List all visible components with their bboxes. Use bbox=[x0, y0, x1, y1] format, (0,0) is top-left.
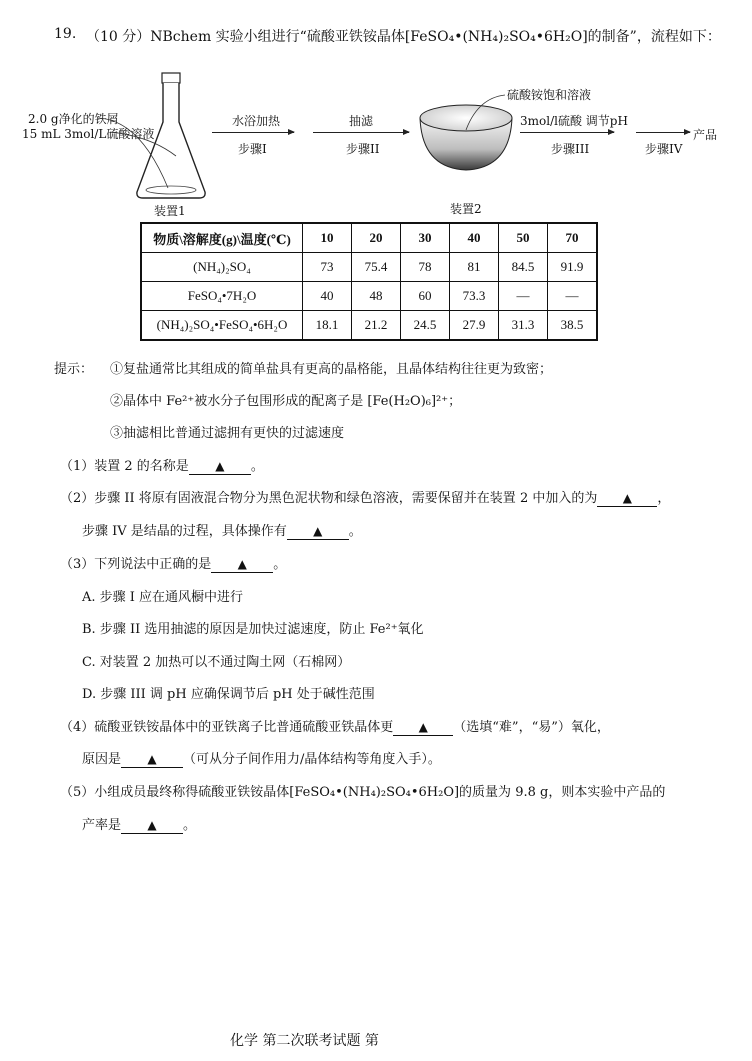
step1-label: 步骤I bbox=[238, 142, 267, 156]
q4-line2-text: 原因是 bbox=[82, 752, 122, 767]
q5-answer-blank[interactable] bbox=[121, 818, 183, 834]
evaporating-dish-icon bbox=[420, 105, 512, 170]
reagent-iron: 2.0 g净化的铁屑 bbox=[28, 112, 119, 126]
blank-marker: ▲ bbox=[622, 491, 632, 505]
q4-answer-blank-2[interactable] bbox=[121, 752, 183, 768]
table-cell: 48 bbox=[352, 282, 401, 311]
step2-label: 步骤II bbox=[346, 142, 380, 156]
question-intro: （10 分）NBchem 实验小组进行“硫酸亚铁铵晶体[FeSO₄•(NH₄)₂SO₄•6H₂O]的制备”，流程如下： bbox=[86, 29, 721, 45]
table-row bbox=[141, 253, 597, 282]
q2-line2-end: 。 bbox=[348, 524, 362, 539]
q3-end: 。 bbox=[273, 557, 287, 572]
hint-2: ②晶体中 Fe²⁺被水分子包围形成的配离子是 [Fe(H₂O)₆]²⁺； bbox=[110, 394, 462, 409]
table-cell: 75.4 bbox=[352, 253, 401, 282]
q2-answer-blank-2[interactable] bbox=[287, 524, 349, 540]
hint-3: ③抽滤相比普通过滤拥有更快的过滤速度 bbox=[110, 426, 345, 441]
page-footer: 化学 第二次联考试题 第 bbox=[230, 1033, 379, 1049]
table-header-cell: 50 bbox=[499, 223, 548, 253]
reagent-acid: 15 mL 3mol/L硫酸溶液 bbox=[22, 127, 155, 141]
table-header-cell: 40 bbox=[450, 223, 499, 253]
question-4 bbox=[60, 716, 610, 736]
table-cell: 78 bbox=[401, 253, 450, 282]
question-2-line2 bbox=[82, 520, 362, 540]
q5-line2-text: 产率是 bbox=[82, 818, 122, 833]
blank-marker: ▲ bbox=[418, 720, 428, 734]
option-b: B. 步骤 II 选用抽滤的原因是加快过滤速度，防止 Fe²⁺氧化 bbox=[82, 622, 424, 637]
table-cell: (NH₄)₂SO₄•FeSO₄•6H₂O bbox=[141, 311, 303, 341]
question-4-line2 bbox=[82, 748, 441, 768]
blank-marker: ▲ bbox=[215, 459, 225, 473]
q4-answer-blank-1[interactable] bbox=[393, 720, 453, 736]
table-header-cell: 10 bbox=[303, 223, 352, 253]
table-header-cell: 30 bbox=[401, 223, 450, 253]
q4-mid: （选填“难”，“易”）氧化， bbox=[453, 720, 610, 735]
question-5: （5）小组成员最终称得硫酸亚铁铵晶体[FeSO₄•(NH₄)₂SO₄•6H₂O]的质量为 9.8 g，则本实验中产品的 bbox=[60, 785, 666, 800]
table-cell: 60 bbox=[401, 282, 450, 311]
device2-label: 装置2 bbox=[450, 202, 482, 216]
blank-marker: ▲ bbox=[237, 557, 247, 571]
table-header-cell: 70 bbox=[548, 223, 598, 253]
blank-marker: ▲ bbox=[147, 818, 157, 832]
q3-text: （3）下列说法中正确的是 bbox=[60, 557, 212, 572]
option-a: A. 步骤 I 应在通风橱中进行 bbox=[82, 590, 244, 605]
table-cell: 18.1 bbox=[303, 311, 352, 341]
table-cell: 31.3 bbox=[499, 311, 548, 341]
question-5-line2 bbox=[82, 814, 196, 834]
arrow-step2 bbox=[313, 132, 409, 133]
question-3 bbox=[60, 553, 286, 573]
hints-label: 提示： bbox=[54, 362, 94, 377]
table-cell: 24.5 bbox=[401, 311, 450, 341]
blank-marker: ▲ bbox=[313, 524, 323, 538]
q1-answer-blank[interactable] bbox=[189, 459, 251, 475]
table-cell: — bbox=[548, 282, 598, 311]
q1-text: （1）装置 2 的名称是 bbox=[60, 459, 189, 474]
device1-label: 装置1 bbox=[154, 204, 186, 218]
q1-end: 。 bbox=[250, 459, 264, 474]
table-cell: 81 bbox=[450, 253, 499, 282]
option-d: D. 步骤 III 调 pH 应确保调节后 pH 处于碱性范围 bbox=[82, 687, 375, 702]
table-cell: 73.3 bbox=[450, 282, 499, 311]
option-c: C. 对装置 2 加热可以不通过陶土网（石棉网） bbox=[82, 655, 351, 670]
arrow-step3 bbox=[520, 132, 614, 133]
table-row bbox=[141, 282, 597, 311]
step3-label: 步骤III bbox=[551, 142, 590, 156]
q3-answer-blank[interactable] bbox=[211, 557, 273, 573]
question-2 bbox=[60, 487, 670, 507]
dish-label: 硫酸铵饱和溶液 bbox=[507, 88, 592, 102]
table-cell: FeSO₄•7H₂O bbox=[141, 282, 303, 311]
arrow-step4 bbox=[636, 132, 690, 133]
step1-condition: 水浴加热 bbox=[232, 114, 281, 128]
table-cell: — bbox=[499, 282, 548, 311]
q4-text: （4）硫酸亚铁铵晶体中的亚铁离子比普通硫酸亚铁晶体更 bbox=[60, 720, 394, 735]
q4-line2-end: （可从分子间作用力/晶体结构等角度入手）。 bbox=[183, 752, 441, 767]
q2-text: （2）步骤 II 将原有固液混合物分为黑色泥状物和绿色溶液，需要保留并在装置 2 中加入的为 bbox=[60, 491, 598, 506]
table-cell: 27.9 bbox=[450, 311, 499, 341]
blank-marker: ▲ bbox=[147, 752, 157, 766]
table-cell: (NH₄)₂SO₄ bbox=[141, 253, 303, 282]
table-cell: 91.9 bbox=[548, 253, 598, 282]
q2-answer-blank-1[interactable] bbox=[597, 491, 657, 507]
question-1 bbox=[60, 455, 264, 475]
table-header-cell: 20 bbox=[352, 223, 401, 253]
product-label: 产品 bbox=[693, 128, 718, 142]
step4-label: 步骤IV bbox=[645, 142, 683, 156]
hint-1: ①复盐通常比其组成的简单盐具有更高的晶格能，且晶体结构往往更为致密； bbox=[110, 362, 553, 377]
q2-comma: ， bbox=[657, 491, 671, 506]
conical-flask-icon bbox=[137, 73, 205, 198]
q2-line2-text: 步骤 IV 是结晶的过程，具体操作有 bbox=[82, 524, 287, 539]
table-header-row bbox=[141, 223, 597, 253]
table-row bbox=[141, 311, 597, 341]
step3-condition: 3mol/l硫酸 调节pH bbox=[520, 114, 628, 128]
table-cell: 38.5 bbox=[548, 311, 598, 341]
table-cell: 73 bbox=[303, 253, 352, 282]
q5-line2-end: 。 bbox=[183, 818, 197, 833]
step2-condition: 抽滤 bbox=[349, 114, 374, 128]
table-header-cell: 物质\溶解度(g)\温度(℃) bbox=[141, 223, 303, 253]
table-cell: 21.2 bbox=[352, 311, 401, 341]
solubility-table bbox=[140, 222, 598, 341]
table-cell: 84.5 bbox=[499, 253, 548, 282]
table-cell: 40 bbox=[303, 282, 352, 311]
arrow-step1 bbox=[212, 132, 294, 133]
question-number: 19. bbox=[54, 26, 77, 42]
